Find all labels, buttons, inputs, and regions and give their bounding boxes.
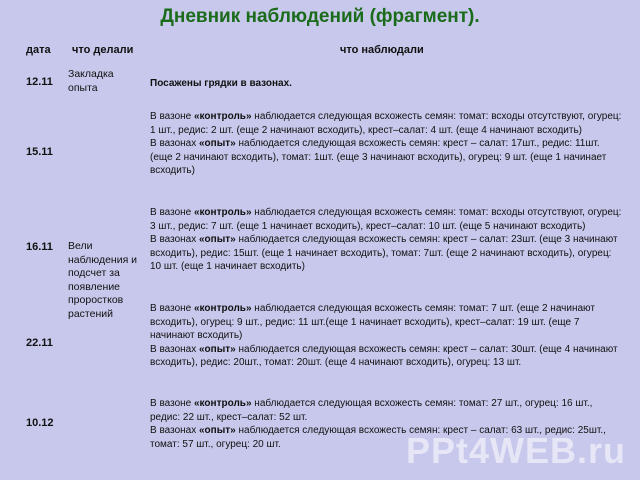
control-observation: В вазоне «контроль» наблюдается следующая всхожесть семян: томат: 27 шт., огурец: 16 шт., редис: 22 шт., крест–салат: 52 шт. (150, 398, 593, 423)
column-header-date: дата (26, 44, 51, 56)
experiment-observation: В вазонах «опыт» наблюдается следующая всхожесть семян: крест – салат: 63 шт., редис: 25шт., томат: 57 шт., огурец: 20 шт. (150, 425, 606, 450)
observation-entry: Посажены грядки в вазонах. (150, 78, 292, 89)
experiment-observation: В вазонах «опыт» наблюдается следующая всхожесть семян: крест – салат: 30шт. (еще 4 начинают всходить), редис: 20шт., томат: 20шт. (еще 4 начинают всходить), огурец: 13 шт. (150, 343, 618, 368)
observation-entry (150, 206, 622, 274)
watermark: PPt4WEB.ru (405, 430, 626, 471)
date-cell: 16.11 (26, 241, 53, 253)
date-cell: 10.12 (26, 417, 54, 429)
control-observation: В вазоне «контроль» наблюдается следующая всхожесть семян: томат: всходы отсутствуют, огурец: 1 шт., редис: 2 шт. (еще 2 начинают всходить), крест–салат: 4 шт. (еще 4 начинают всходить) (150, 111, 622, 136)
control-observation: В вазоне «контроль» наблюдается следующая всхожесть семян: томат: всходы отсутствуют, огурец: 3 шт., редис: 7 шт. (еще 1 начинает всходить), крест–салат: 10 шт. (еще 5 начинают всходить) (150, 207, 622, 232)
date-cell: 15.11 (26, 146, 53, 158)
observation-entry (150, 302, 622, 370)
column-header-did: что делали (72, 44, 134, 56)
experiment-observation: В вазонах «опыт» наблюдается следующая всхожесть семян: крест – салат: 23шт. (еще 3 начинают всходить), редис: 15шт. (еще 1 начинает всходить), томат: 7шт. (еще 2 начинают всходить), огурец: 10 шт. (еще 1 начинает всходить) (150, 234, 618, 272)
control-observation: В вазоне «контроль» наблюдается следующая всхожесть семян: томат: 7 шт. (еще 2 начинают всходить), огурец: 9 шт., редис: 11 шт.(еще 1 начинает всходить), крест–салат: 19 шт. (еще 7 начинают всходить) (150, 303, 595, 341)
activity-observation: Вели наблюдения и подсчет за появление проростков растений (68, 240, 138, 320)
date-cell: 22.11 (26, 337, 53, 349)
date-cell: 12.11 (26, 76, 53, 88)
observation-entry (150, 110, 622, 178)
column-header-observed: что наблюдали (340, 44, 424, 56)
experiment-observation: В вазонах «опыт» наблюдается следующая всхожесть семян: крест – салат: 17шт., редис: 11шт. (еще 2 начинают всходить), томат: 1шт. (еще 3 начинают всходить), огурец: 9 шт. (еще 1 начинает всходить) (150, 138, 607, 176)
page-title: Дневник наблюдений (фрагмент). (160, 6, 480, 27)
activity-setup: Закладка опыта (68, 68, 114, 94)
